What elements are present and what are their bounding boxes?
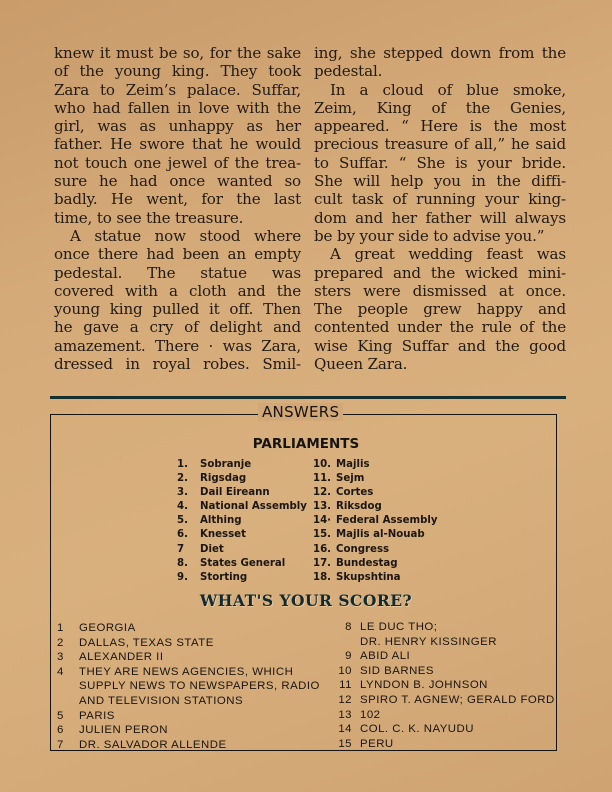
- story-line: The people grew happy and: [314, 300, 566, 319]
- story-line: Queen Zara.: [314, 355, 408, 374]
- story-line: covered with a cloth and the: [54, 281, 301, 300]
- score-answer-item: [57, 621, 320, 636]
- story-line: time, to see the treasure.: [54, 208, 244, 227]
- parliament-item: [177, 528, 307, 542]
- item-text: Storting: [200, 571, 248, 583]
- story-line: who had fallen in love with the: [54, 98, 301, 117]
- parliament-item: [313, 557, 438, 571]
- item-text: 102: [360, 708, 381, 721]
- score-list-right: [334, 620, 555, 751]
- item-number: [57, 694, 79, 709]
- story-left-column: [54, 44, 301, 373]
- item-number: [57, 679, 79, 694]
- item-number: 4: [57, 665, 64, 678]
- item-number: 14·: [313, 515, 332, 527]
- story-line: A great wedding feast was: [330, 245, 566, 264]
- score-list-left: [57, 621, 320, 752]
- score-answer-item: [334, 649, 555, 664]
- parliament-item: [313, 500, 438, 514]
- story-line: A statue now stood where: [70, 226, 301, 245]
- score-answer-item: [334, 635, 555, 650]
- parliament-item: [177, 571, 307, 585]
- story-line: dressed in royal robes. Smil-: [54, 355, 301, 374]
- item-text: National Assembly: [200, 501, 307, 513]
- item-text: ABID ALI: [360, 650, 411, 663]
- story-line: In a cloud of blue smoke,: [330, 80, 566, 99]
- item-text: SUPPLY NEWS TO NEWSPAPERS, RADIO: [79, 680, 320, 693]
- item-text: Rigsdag: [200, 473, 247, 485]
- item-text: PARIS: [79, 709, 115, 722]
- score-answer-item: [334, 693, 555, 708]
- item-number: 5.: [177, 515, 188, 527]
- item-number: 7: [177, 543, 185, 555]
- item-number: 12.: [313, 487, 332, 499]
- story-line: badly. He went, for the last: [54, 190, 301, 209]
- item-text: Diet: [200, 543, 224, 555]
- item-number: 1: [57, 622, 64, 634]
- answers-title: ANSWERS: [258, 403, 343, 421]
- parliaments-title: PARLIAMENTS: [252, 436, 360, 452]
- score-answer-item: [334, 737, 555, 752]
- item-text: DR. SALVADOR ALLENDE: [79, 738, 227, 751]
- item-text: Bundestag: [336, 557, 398, 569]
- item-text: Congress: [336, 543, 390, 555]
- item-number: 9: [345, 650, 352, 663]
- item-text: States General: [200, 557, 286, 569]
- story-line: contented under the rule of the: [314, 318, 566, 337]
- section-divider: [50, 396, 566, 399]
- story-line: precious treasure of all,” he said: [314, 135, 566, 154]
- parliament-item: [313, 571, 438, 585]
- item-number: 5: [57, 709, 64, 722]
- item-text: DALLAS, TEXAS STATE: [79, 636, 214, 649]
- story-line: cult task of running your king-: [314, 190, 566, 209]
- item-number: 14: [338, 723, 352, 736]
- story-line: prepared and the wicked mini-: [314, 263, 566, 282]
- item-number: 12: [338, 693, 352, 706]
- item-text: Althing: [200, 515, 242, 527]
- item-text: LE DUC THO;: [360, 621, 438, 633]
- story-line: pedestal. The statue was: [54, 263, 301, 282]
- score-answer-item: [57, 679, 320, 694]
- parliament-item: [177, 500, 307, 514]
- item-text: SID BARNES: [360, 664, 434, 677]
- score-answer-item: [57, 738, 320, 753]
- item-text: Sobranje: [200, 459, 252, 470]
- item-number: 17.: [313, 557, 332, 569]
- item-number: 11.: [313, 473, 332, 485]
- item-text: PERU: [360, 737, 394, 750]
- score-answer-item: [334, 664, 555, 679]
- item-number: 11: [339, 679, 352, 692]
- item-number: 10.: [313, 459, 332, 470]
- item-number: 9.: [177, 571, 188, 583]
- parliament-item: [177, 514, 307, 528]
- score-title: WHAT'S YOUR SCORE?: [199, 591, 413, 610]
- item-text: Cortes: [336, 487, 374, 499]
- item-text: Sejm: [336, 473, 365, 485]
- story-line: father. He swore that he would: [54, 135, 301, 154]
- item-text: Riksdog: [336, 501, 382, 513]
- item-number: 1.: [177, 459, 188, 470]
- item-text: SPIRO T. AGNEW; GERALD FORD: [360, 693, 555, 706]
- story-line: sure he had once wanted so: [54, 172, 301, 191]
- story-line: sters were dismissed at once.: [314, 281, 566, 300]
- score-answer-item: [334, 678, 555, 693]
- item-text: JULIEN PERON: [79, 724, 168, 737]
- item-text: ALEXANDER II: [79, 651, 164, 664]
- story-line: dom and her father will always: [314, 208, 566, 227]
- item-number: 2: [57, 636, 64, 649]
- parliaments-list-right: [313, 458, 438, 585]
- item-text: Dail Eireann: [200, 487, 270, 499]
- story-line: once there had been an empty: [54, 245, 301, 264]
- score-answer-item: [57, 694, 320, 709]
- parliament-item: [177, 557, 307, 571]
- parliament-item: [313, 514, 438, 528]
- item-number: 10: [338, 664, 352, 677]
- item-text: Majlis al-Nouab: [336, 529, 425, 541]
- item-text: DR. HENRY KISSINGER: [360, 635, 497, 648]
- item-number: 2.: [177, 473, 188, 485]
- item-number: 13: [338, 708, 352, 721]
- story-right-column: [314, 44, 566, 373]
- score-answer-item: [57, 650, 320, 665]
- item-number: [334, 635, 352, 650]
- item-number: 4.: [177, 501, 188, 513]
- score-answer-item: [334, 708, 555, 723]
- story-line: he gave a cry of delight and: [54, 318, 301, 337]
- story-line: pedestal.: [314, 62, 383, 81]
- item-number: 15.: [313, 529, 332, 541]
- score-answer-item: [57, 723, 320, 738]
- story-line: ing, she stepped down from the: [314, 44, 566, 62]
- score-answer-item: [57, 636, 320, 651]
- item-number: 13.: [313, 501, 332, 513]
- parliament-item: [313, 472, 438, 486]
- story-line: of the young king. They took: [54, 62, 301, 81]
- story-line: amazement. There · was Zara,: [54, 336, 301, 355]
- parliament-item: [177, 472, 307, 486]
- item-text: THEY ARE NEWS AGENCIES, WHICH: [79, 665, 294, 678]
- item-text: Knesset: [200, 529, 246, 541]
- item-text: COL. C. K. NAYUDU: [360, 723, 474, 736]
- story-line: wise King Suffar and the good: [314, 336, 566, 355]
- parliament-item: [313, 528, 438, 542]
- parliament-item: [313, 543, 438, 557]
- item-number: 15: [338, 737, 352, 750]
- item-number: 16.: [313, 543, 332, 555]
- story-line: to Suffar. “ She is your bride.: [314, 153, 566, 172]
- item-number: 8: [345, 621, 352, 633]
- parliament-item: [313, 486, 438, 500]
- story-line: appeared. “ Here is the most: [314, 117, 566, 136]
- parliament-item: [177, 543, 307, 557]
- item-text: Federal Assembly: [336, 515, 438, 527]
- item-number: 7: [57, 738, 64, 751]
- item-text: Skupshtina: [336, 571, 401, 583]
- score-answer-item: [57, 709, 320, 724]
- parliament-item: [177, 486, 307, 500]
- item-number: 3.: [177, 487, 188, 499]
- parliament-item: [313, 458, 438, 472]
- story-line: Zeim, King of the Genies,: [314, 98, 566, 117]
- item-number: 6: [57, 724, 64, 737]
- item-text: AND TELEVISION STATIONS: [79, 694, 244, 707]
- item-number: 8.: [177, 557, 188, 569]
- item-number: 3: [57, 651, 64, 664]
- item-text: LYNDON B. JOHNSON: [360, 679, 488, 692]
- score-answer-item: [334, 722, 555, 737]
- story-line: not touch one jewel of the trea-: [54, 153, 301, 172]
- item-number: 6.: [177, 529, 188, 541]
- story-line: She will help you in the diffi-: [314, 172, 566, 191]
- score-answer-item: [57, 665, 320, 680]
- item-text: GEORGIA: [79, 622, 136, 634]
- parliament-item: [177, 458, 307, 472]
- story-line: be by your side to advise you.”: [314, 226, 545, 245]
- parliaments-list-left: [177, 458, 307, 585]
- score-answer-item: [334, 620, 555, 635]
- item-text: Majlis: [336, 459, 370, 470]
- story-line: knew it must be so, for the sake: [54, 44, 301, 62]
- item-number: 18.: [313, 571, 332, 583]
- story-line: young king pulled it off. Then: [54, 300, 301, 319]
- story-line: girl, was as unhappy as her: [54, 117, 301, 136]
- story-line: Zara to Zeim’s palace. Suffar,: [54, 80, 301, 99]
